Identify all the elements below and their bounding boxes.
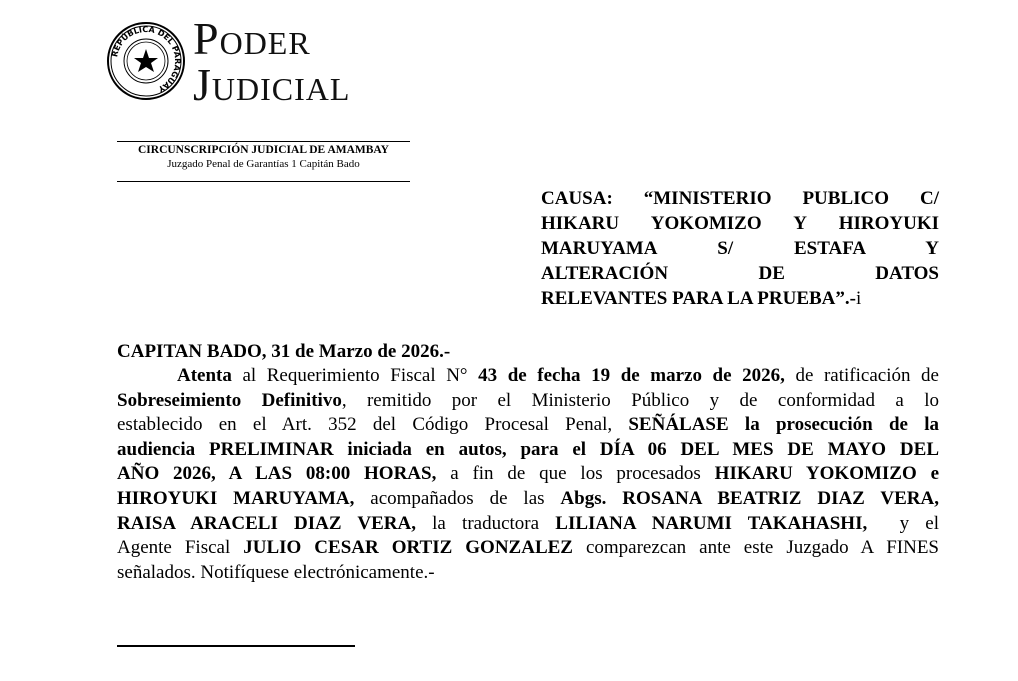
body-text: Sobreseimiento Definitivo: [117, 389, 342, 411]
body-text: comparezcan ante este Juzgado A FINES: [572, 537, 939, 559]
header-rule-bottom: [117, 181, 410, 182]
body-text: 43 de fecha 19 de marzo de 2026,: [478, 365, 785, 386]
document-date: CAPITAN BADO, 31 de Marzo de 2026.-: [117, 341, 451, 362]
body-text: la traductora: [415, 512, 556, 534]
brand-line-1: Poder: [193, 13, 311, 64]
body-line: [117, 512, 939, 537]
causa-last-text: RELEVANTES PARA LA PRUEBA”.-: [541, 288, 856, 309]
causa-line: HIKARU YOKOMIZO Y HIROYUKI: [541, 213, 939, 234]
judicial-seal-icon: [107, 22, 185, 100]
resolution-body: [117, 364, 939, 585]
causa-line-last: [541, 286, 939, 311]
svg-text:REPÚBLICA DEL PARAGUAY: REPÚBLICA DEL PARAGUAY: [110, 24, 183, 94]
body-line: [117, 413, 939, 438]
causa-line: MARUYAMA S/ ESTAFA Y: [541, 238, 939, 259]
body-text: al Requerimiento Fiscal N°: [231, 365, 479, 386]
brand-line-2: Judicial: [193, 59, 351, 110]
body-text: audiencia PRELIMINAR iniciada en autos, para el DÍA 06 DEL MES DE MAYO DEL: [117, 438, 939, 460]
body-text: a fin de que los procesados: [436, 463, 715, 485]
signature-line: [117, 645, 355, 647]
body-text: HIKARU YOKOMIZO e: [714, 463, 940, 485]
body-text: , remitido por el Ministerio Público y de conformidad a lo: [341, 389, 939, 411]
body-line: [117, 536, 939, 561]
causa-line: CAUSA: “MINISTERIO PUBLICO C/: [541, 188, 939, 209]
body-line: [117, 389, 939, 414]
body-text: SEÑÁLASE la prosecución de la: [628, 414, 939, 436]
body-text: Atenta: [177, 365, 232, 386]
header-rule-top: [117, 141, 410, 142]
body-line: [117, 487, 939, 512]
body-text: HIROYUKI MARUYAMA,: [117, 487, 355, 509]
body-text: acompañados de las: [354, 487, 561, 509]
causa-line: ALTERACIÓN DE DATOS: [541, 263, 939, 284]
body-line: [117, 561, 939, 586]
body-text: señalados. Notifíquese electrónicamente.-: [117, 561, 435, 583]
brand-logo-text: [193, 13, 351, 110]
body-line: [117, 462, 939, 487]
causa-heading: [541, 186, 939, 311]
body-line: [117, 438, 939, 463]
body-line: [117, 364, 939, 389]
body-text: JULIO CESAR ORTIZ GONZALEZ: [243, 537, 573, 559]
circunscripcion-label: CIRCUNSCRIPCIÓN JUDICIAL DE AMAMBAY: [137, 144, 389, 156]
body-text: RAISA ARACELI DIAZ VERA,: [117, 512, 416, 534]
body-text: LILIANA NARUMI TAKAHASHI,: [555, 512, 868, 534]
body-text: Agente Fiscal: [117, 537, 244, 559]
body-text: Abgs. ROSANA BEATRIZ DIAZ VERA,: [560, 487, 939, 509]
causa-tail: i: [855, 288, 862, 309]
body-text: establecido en el Art. 352 del Código Procesal Penal,: [117, 414, 629, 436]
body-text: AÑO 2026, A LAS 08:00 HORAS,: [117, 463, 437, 485]
body-text: y el: [867, 512, 940, 534]
body-text: de ratificación de: [784, 365, 939, 386]
juzgado-label: Juzgado Penal de Garantías 1 Capitán Bado: [167, 158, 360, 170]
